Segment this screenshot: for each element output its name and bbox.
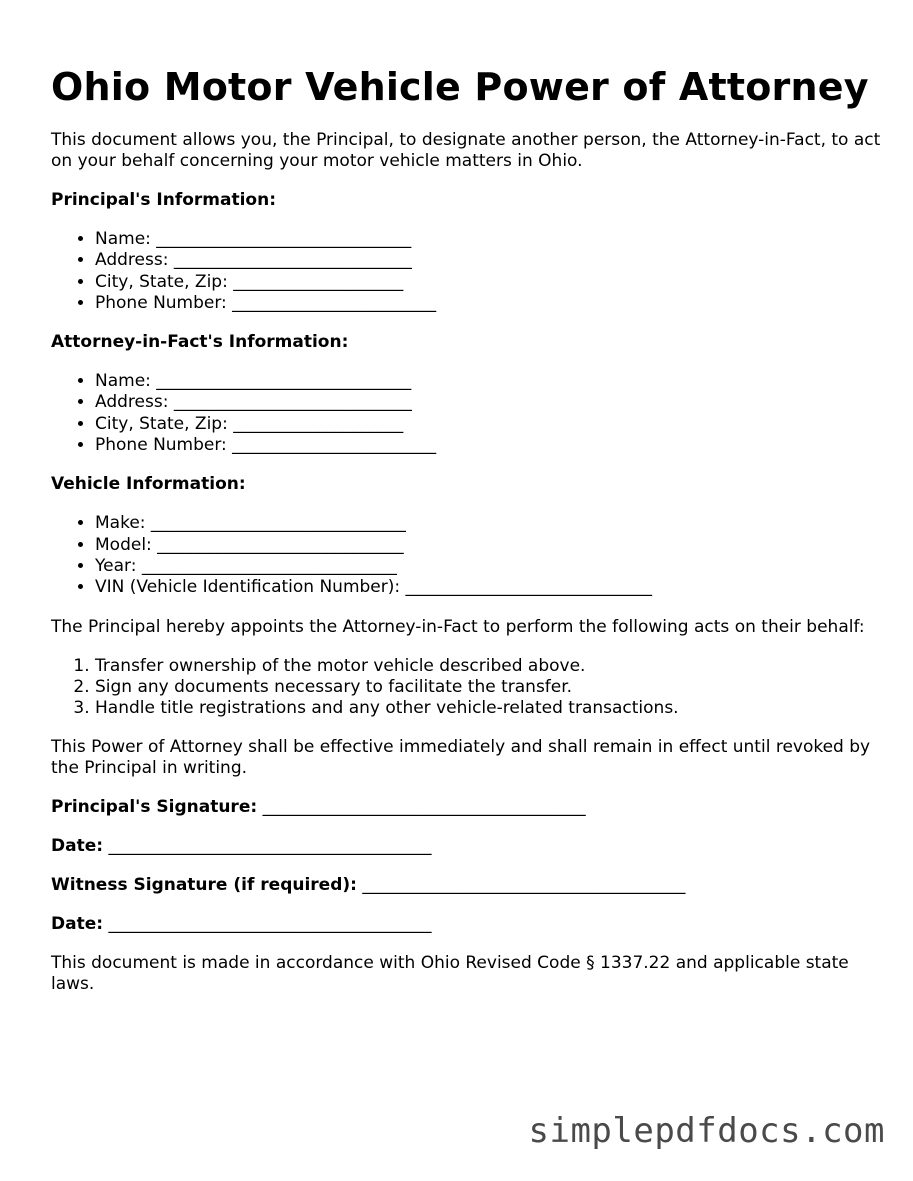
witness-signature-blank: ______________________________________ [362, 875, 686, 896]
principal-name-field: • Name: ______________________________ [95, 229, 881, 250]
principal-signature-blank: ______________________________________ [262, 797, 586, 818]
vehicle-vin-field: • VIN (Vehicle Identification Number): _____________________________ [95, 577, 881, 598]
effective-paragraph: This Power of Attorney shall be effective immediately and shall remain in effect until revoked by the Principal in writing. [51, 737, 871, 779]
acts-list [51, 656, 881, 720]
attorney-address-field: • Address: ____________________________ [95, 392, 881, 413]
closing-paragraph: This document is made in accordance with Ohio Revised Code § 1337.22 and applicable state laws. [51, 953, 849, 995]
attorney-fields [51, 371, 881, 456]
principal-fields [51, 229, 881, 314]
act-item: 2. Sign any documents necessary to facilitate the transfer. [95, 677, 881, 698]
vehicle-fields [51, 513, 881, 598]
attorney-phone-field: • Phone Number: ________________________ [95, 435, 881, 456]
act-item: 1. Transfer ownership of the motor vehicle described above. [95, 656, 881, 677]
vehicle-make-field: • Make: ______________________________ [95, 513, 881, 534]
principal-signature-line [51, 797, 881, 818]
date-blank-1: ______________________________________ [108, 836, 432, 857]
vehicle-year-field: • Year: ______________________________ [95, 556, 881, 577]
act-item: 3. Handle title registrations and any other vehicle-related transactions. [95, 698, 881, 719]
attorney-city-field: • City, State, Zip: ____________________ [95, 414, 881, 435]
intro-paragraph: This document allows you, the Principal, to designate another person, the Attorney-in-Fact, to act on your behalf concerning your motor vehicle matters in Ohio. [51, 130, 881, 171]
appointment-paragraph: The Principal hereby appoints the Attorney-in-Fact to perform the following acts on their behalf: [51, 616, 865, 637]
principal-phone-field: • Phone Number: ________________________ [95, 293, 881, 314]
principal-heading: Principal's Information: [51, 190, 276, 210]
attorney-name-field: • Name: ______________________________ [95, 371, 881, 392]
date-label-2: Date: [51, 914, 104, 935]
document-page [51, 64, 881, 1013]
vehicle-model-field: • Model: _____________________________ [95, 535, 881, 556]
principal-city-field: • City, State, Zip: ____________________ [95, 272, 881, 293]
witness-signature-label: Witness Signature (if required): [51, 875, 357, 896]
date-line-2 [51, 914, 881, 935]
document-title: Ohio Motor Vehicle Power of Attorney [51, 65, 869, 109]
watermark-logo: simplepdfdocs.com [528, 1111, 885, 1151]
date-line-1 [51, 836, 881, 857]
witness-signature-line [51, 875, 881, 896]
vehicle-heading: Vehicle Information: [51, 474, 246, 495]
principal-signature-label: Principal's Signature: [51, 797, 258, 818]
principal-address-field: • Address: ____________________________ [95, 250, 881, 271]
date-blank-2: ______________________________________ [108, 914, 432, 935]
date-label-1: Date: [51, 836, 104, 857]
attorney-heading: Attorney-in-Fact's Information: [51, 332, 349, 353]
